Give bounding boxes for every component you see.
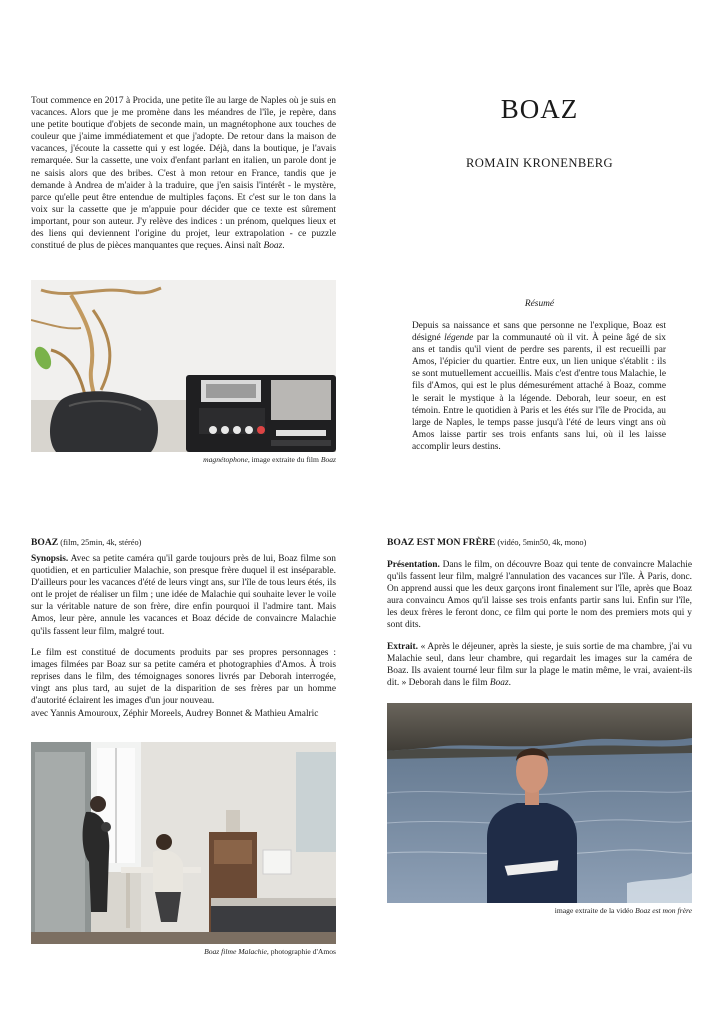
film-cast: avec Yannis Amouroux, Zéphir Moreels, Audrey Bonnet & Mathieu Amalric bbox=[31, 709, 319, 720]
video-still-caption: image extraite de la vidéo Boaz est mon frère bbox=[554, 906, 692, 915]
tape-recorder-caption: magnétophone, image extraite du film Boaz bbox=[203, 455, 336, 464]
page-title: BOAZ bbox=[500, 94, 579, 124]
video-section-body bbox=[387, 559, 692, 689]
film-description: Le film est constitué de documents produits par ses propres personnages : images filmées par Boaz sur sa petite caméra et photographies d'Amos. À trois reprises dans le film, des témoignages sonores livrés par Deborah interrogée, vingt ans plus tard, au sujet de la disparition de ses frères par un homme d'autorité éclairent les images d'un jour nouveau. bbox=[31, 647, 336, 707]
author-name: ROMAIN KRONENBERG bbox=[465, 156, 614, 170]
film-heading: BOAZ (film, 25min, 4k, stéréo) bbox=[31, 537, 142, 548]
resume-heading: Résumé bbox=[524, 299, 555, 309]
boaz-filming-photo bbox=[31, 742, 336, 944]
video-still-photo bbox=[387, 703, 692, 903]
intro-paragraph: Tout commence en 2017 à Procida, une petite île au large de Naples où je suis en vacances. Alors que je me promène dans les méandres de l'île, je repère, dans une petite boutique d'objets de seconde main, un magnétophone aux touches de couleur que j'aime immédiatement et que j'adopte. De retour dans la maison de vacances, j'écoute la cassette qui y est logée. Déjà, dans la boutique, je l'avais remarquée. Sur la cassette, une voix d'enfant parlant en italien, un parole dont je ne saisis alors que des bribes. C'est à mon retour en France, tandis que je demande à Andrea de m'aider à la traduire, que j'en saisis l'intérêt - le mystère, parce qu'elle peut être entendue de multiples façons. Et c'est sur le ton dans la voix sur la cassette que je m'appuie pour décider que ce texte est sûrement important, pour son auteur. J'y relève des indices : un prénom, quelques lieux et des liens qui deviennent l'origine du projet, leur extrapolation - ce puzzle constitué de plus de pièces manquantes que reçues. Ainsi naît Boaz. bbox=[31, 96, 336, 252]
video-still-illustration bbox=[387, 703, 692, 903]
video-presentation: Présentation. Dans le film, on découvre Boaz qui tente de convaincre Malachie qu'ils fassent leur film, malgré l'annulation des vacances sur l'île. À Paris, donc. On apprend aussi que les deux garçons iront finalement sur l'île, après que Boaz aura convaincu Amos qu'il laisse ses trois enfants partir sans lui. Enfin sur l'île, les deux frères le feront donc, ce film qui porte le nom des premiers mots qui y sont dits. bbox=[387, 560, 692, 631]
tape-recorder-photo bbox=[31, 280, 336, 452]
resume-paragraph: Depuis sa naissance et sans que personne ne l'explique, Boaz est désigné légende par la communauté où il vit. À peine âgé de six ans et tandis qu'il vient de perdre ses parents, il est recueilli par Amos, l'épicier du quartier. Entre eux, un lien unique s'établit : ils se sont mutuellement accueillis. Mais c'est d'entre tous Malachie, le fils d'Amos, qui est le plus démesurément attaché à Boaz, comme le serait le mystique à la légende. Deborah, leur soeur, en est témoin. Entre le quotidien à Paris et les étés sur l'île de Procida, au large de Naples, le temps passe jusqu'à l'été de leurs vingt ans où Amos laisse partir ses trois enfants sans lui, où il les laisse accomplir leurs destins. bbox=[412, 321, 666, 452]
film-synopsis: Synopsis. Avec sa petite caméra qu'il garde toujours près de lui, Boaz filme son quotidien, et en particulier Malachie, son presque frère duquel il est inséparable. D'ailleurs pour les vacances d'été de leurs vingt ans, sur l'île de tous leurs étés, ils ont le projet de réaliser un film ; une idée de Malachie qui souhaite lever le voile sur la véritable nature de son frère, dire enfin pourquoi il l'admire tant. Mais Amos, leur père, annule les vacances et Boaz décide de convaincre Malachie qu'ils fassent leur film, malgré tout. bbox=[31, 554, 336, 637]
video-extract: Extrait. « Après le déjeuner, après la sieste, je suis sortie de ma chambre, j'ai vu Malachie seul, dans leur chambre, qui regardait les images sur la caméra de Boaz. Ils avaient tourné leur film sur la plage le matin même, le vrai, avaient-ils dit. » Deborah dans le film Boaz. bbox=[387, 641, 692, 688]
boaz-filming-caption: Boaz filme Malachie, photographie d'Amos bbox=[204, 947, 336, 956]
tape-recorder-illustration bbox=[31, 280, 336, 452]
boaz-filming-illustration bbox=[31, 742, 336, 944]
video-heading: BOAZ EST MON FRÈRE (vidéo, 5min50, 4k, mono) bbox=[387, 537, 587, 548]
film-section-body bbox=[31, 553, 336, 720]
